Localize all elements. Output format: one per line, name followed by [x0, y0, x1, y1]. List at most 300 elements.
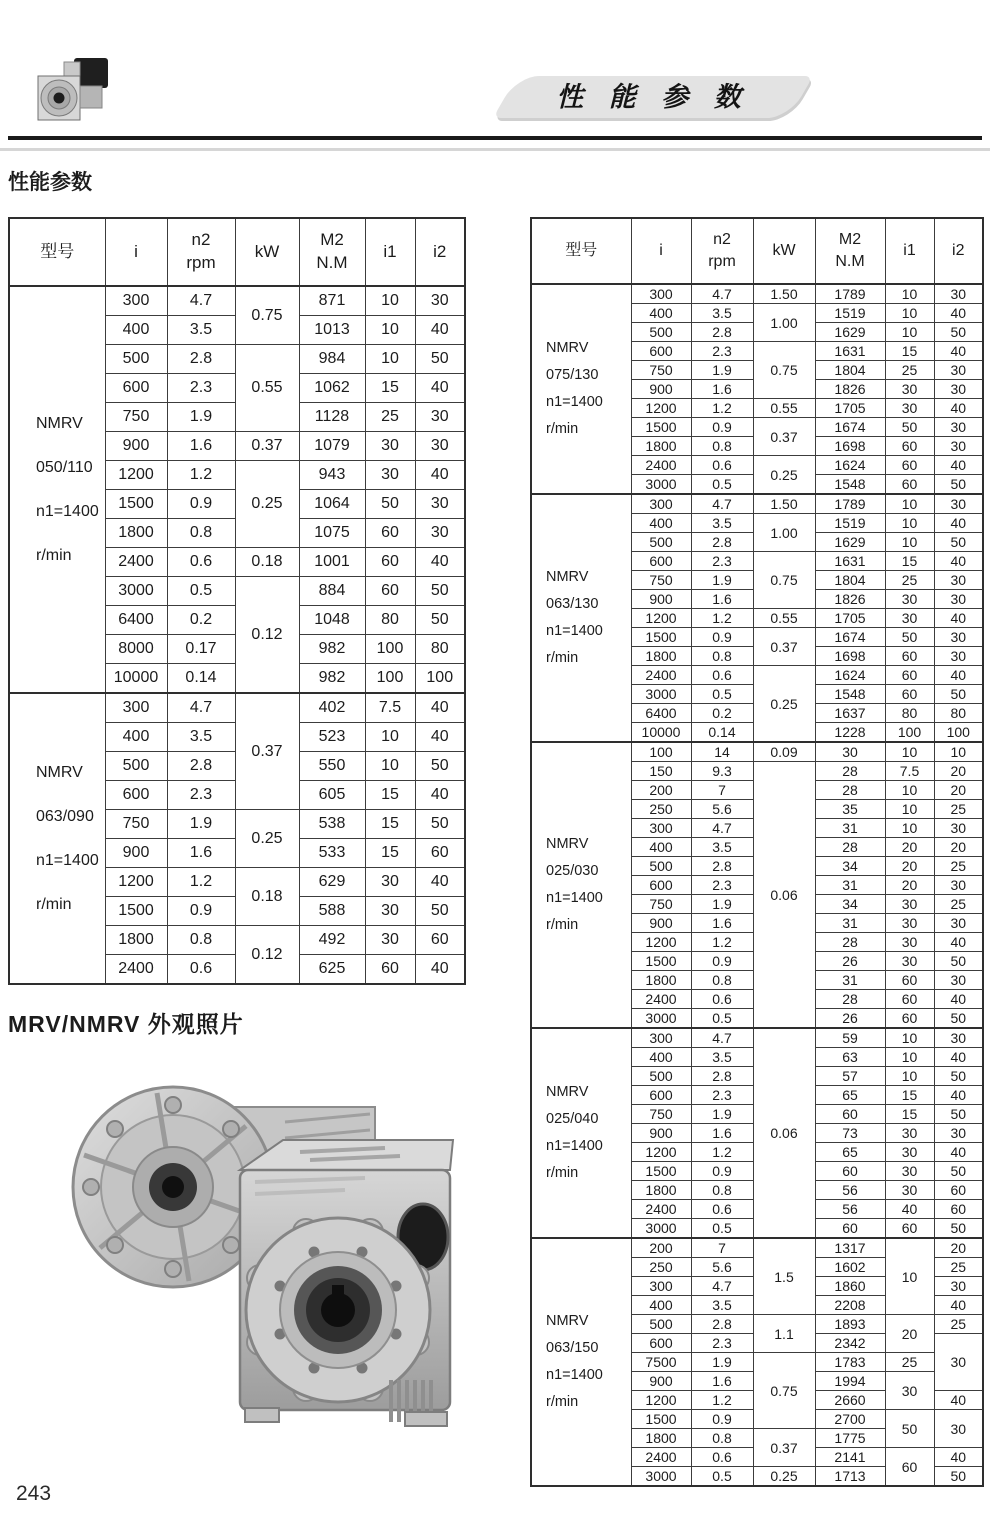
cell-n2: 0.8	[167, 519, 235, 548]
cell-i2: 30	[415, 490, 465, 519]
cell-i1: 10	[885, 514, 934, 533]
cell-n2: 2.3	[691, 1334, 753, 1353]
cell-kw: 0.25	[235, 810, 299, 868]
cell-i2: 50	[415, 810, 465, 839]
cell-i: 500	[105, 752, 167, 781]
cell-i2: 60	[934, 1181, 983, 1200]
cell-n2: 3.5	[691, 304, 753, 323]
table-row	[531, 1028, 983, 1048]
cell-n2: 0.9	[691, 628, 753, 647]
cell-n2: 0.6	[691, 990, 753, 1009]
cell-i1: 30	[885, 952, 934, 971]
cell-i2: 100	[934, 723, 983, 743]
cell-m2: 1624	[815, 666, 885, 685]
cell-n2: 1.9	[691, 895, 753, 914]
cell-n2: 0.8	[691, 647, 753, 666]
col-header-i: i	[105, 218, 167, 286]
cell-i2: 30	[934, 1124, 983, 1143]
cell-m2: 1062	[299, 374, 365, 403]
cell-i: 1200	[105, 868, 167, 897]
cell-i: 750	[631, 895, 691, 914]
cell-kw: 0.25	[753, 1467, 815, 1487]
cell-n2: 3.5	[691, 514, 753, 533]
cell-n2: 1.9	[691, 1353, 753, 1372]
cell-n2: 2.8	[691, 323, 753, 342]
cell-n2: 0.6	[691, 456, 753, 475]
cell-i2: 50	[934, 1162, 983, 1181]
cell-i: 1500	[631, 418, 691, 437]
cell-n2: 3.5	[691, 1048, 753, 1067]
model-cell: NMRV 075/130 n1=1400 r/min	[531, 284, 631, 494]
cell-kw: 1.1	[753, 1315, 815, 1353]
cell-i: 1800	[105, 519, 167, 548]
cell-n2: 1.9	[167, 810, 235, 839]
cell-n2: 2.8	[167, 345, 235, 374]
cell-m2: 1789	[815, 284, 885, 304]
cell-i: 750	[631, 1105, 691, 1124]
cell-n2: 0.6	[167, 955, 235, 985]
section-title: 性能参数	[8, 171, 92, 194]
cell-m2: 28	[815, 762, 885, 781]
cell-i1: 30	[885, 933, 934, 952]
cell-i2: 25	[934, 857, 983, 876]
cell-m2: 1804	[815, 571, 885, 590]
cell-i1: 15	[885, 342, 934, 361]
cell-m2: 30	[815, 742, 885, 762]
cell-n2: 1.2	[691, 1143, 753, 1162]
cell-i1: 25	[885, 1353, 934, 1372]
cell-i1: 50	[885, 1410, 934, 1448]
cell-i: 150	[631, 762, 691, 781]
cell-i: 10000	[631, 723, 691, 743]
cell-m2: 34	[815, 895, 885, 914]
col-header-model: 型号	[531, 218, 631, 284]
cell-i: 1500	[631, 1410, 691, 1429]
cell-i1: 10	[885, 533, 934, 552]
cell-i2: 50	[415, 897, 465, 926]
cell-n2: 2.3	[167, 374, 235, 403]
cell-n2: 4.7	[167, 286, 235, 316]
cell-i1: 60	[885, 666, 934, 685]
table-row	[9, 693, 465, 723]
cell-m2: 982	[299, 635, 365, 664]
cell-n2: 0.14	[167, 664, 235, 694]
cell-n2: 1.6	[691, 914, 753, 933]
cell-i1: 60	[885, 1448, 934, 1487]
cell-i1: 50	[365, 490, 415, 519]
cell-i2: 40	[934, 1048, 983, 1067]
cell-i: 600	[631, 1086, 691, 1105]
cell-n2: 0.9	[167, 490, 235, 519]
cell-n2: 4.7	[691, 494, 753, 514]
cell-n2: 1.2	[691, 399, 753, 418]
cell-i1: 50	[885, 418, 934, 437]
cell-i2: 40	[934, 514, 983, 533]
table-row	[531, 1238, 983, 1258]
cell-n2: 1.9	[167, 403, 235, 432]
cell-i2: 40	[415, 548, 465, 577]
cell-n2: 2.3	[167, 781, 235, 810]
cell-kw: 0.37	[235, 432, 299, 461]
cell-i1: 60	[365, 519, 415, 548]
cell-i: 2400	[631, 456, 691, 475]
cell-kw: 0.06	[753, 762, 815, 1029]
cell-i1: 10	[365, 752, 415, 781]
cell-m2: 31	[815, 914, 885, 933]
cell-i2: 25	[934, 895, 983, 914]
cell-i1: 10	[885, 1238, 934, 1315]
cell-n2: 2.3	[691, 342, 753, 361]
cell-m2: 28	[815, 781, 885, 800]
cell-m2: 56	[815, 1181, 885, 1200]
cell-i2: 60	[934, 1200, 983, 1219]
cell-i2: 30	[934, 437, 983, 456]
cell-i1: 60	[885, 971, 934, 990]
cell-i1: 60	[885, 1009, 934, 1029]
cell-i: 900	[631, 590, 691, 609]
cell-i: 8000	[105, 635, 167, 664]
cell-i: 3000	[631, 1219, 691, 1239]
cell-i1: 30	[885, 1124, 934, 1143]
cell-i: 1200	[631, 609, 691, 628]
model-cell: NMRV 025/040 n1=1400 r/min	[531, 1028, 631, 1238]
cell-i2: 30	[934, 628, 983, 647]
cell-i2: 30	[934, 819, 983, 838]
cell-i2: 40	[415, 781, 465, 810]
cell-i: 600	[105, 781, 167, 810]
cell-i2: 20	[934, 838, 983, 857]
cell-i: 600	[631, 1334, 691, 1353]
cell-i: 1800	[631, 647, 691, 666]
cell-i: 900	[631, 1124, 691, 1143]
cell-kw: 0.37	[753, 418, 815, 456]
model-cell: NMRV 063/090 n1=1400 r/min	[9, 693, 105, 984]
cell-i: 750	[105, 403, 167, 432]
cell-m2: 1698	[815, 437, 885, 456]
cell-m2: 1826	[815, 590, 885, 609]
model-cell: NMRV 050/110 n1=1400 r/min	[9, 286, 105, 693]
cell-i: 2400	[105, 548, 167, 577]
cell-m2: 533	[299, 839, 365, 868]
cell-m2: 31	[815, 819, 885, 838]
cell-i1: 100	[365, 664, 415, 694]
cell-n2: 1.6	[167, 432, 235, 461]
cell-i2: 60	[415, 926, 465, 955]
cell-m2: 1075	[299, 519, 365, 548]
cell-m2: 625	[299, 955, 365, 985]
cell-m2: 1001	[299, 548, 365, 577]
cell-i: 750	[631, 361, 691, 380]
cell-i2: 100	[415, 664, 465, 694]
cell-kw: 0.12	[235, 577, 299, 694]
cell-kw: 0.75	[235, 286, 299, 345]
cell-m2: 1637	[815, 704, 885, 723]
cell-i1: 30	[365, 461, 415, 490]
cell-m2: 884	[299, 577, 365, 606]
cell-n2: 4.7	[691, 1277, 753, 1296]
cell-n2: 1.9	[691, 1105, 753, 1124]
cell-i: 500	[631, 857, 691, 876]
cell-i2: 25	[934, 1315, 983, 1334]
cell-m2: 1624	[815, 456, 885, 475]
cell-n2: 2.3	[691, 552, 753, 571]
cell-i2: 40	[934, 456, 983, 475]
cell-n2: 0.5	[691, 1219, 753, 1239]
cell-m2: 1674	[815, 628, 885, 647]
cell-i1: 10	[885, 323, 934, 342]
cell-i: 1500	[631, 952, 691, 971]
cell-i: 500	[631, 1315, 691, 1334]
cell-i2: 30	[934, 914, 983, 933]
cell-i: 900	[105, 432, 167, 461]
cell-n2: 5.6	[691, 1258, 753, 1277]
cell-n2: 3.5	[167, 316, 235, 345]
cell-n2: 0.5	[691, 1009, 753, 1029]
cell-i2: 50	[934, 952, 983, 971]
cell-kw: 0.75	[753, 342, 815, 399]
cell-n2: 2.8	[691, 1315, 753, 1334]
cell-n2: 2.8	[691, 857, 753, 876]
cell-n2: 1.2	[167, 461, 235, 490]
cell-i1: 30	[885, 1143, 934, 1162]
cell-n2: 2.3	[691, 1086, 753, 1105]
cell-n2: 2.8	[167, 752, 235, 781]
cell-i2: 40	[934, 342, 983, 361]
cell-i1: 60	[885, 456, 934, 475]
cell-m2: 35	[815, 800, 885, 819]
col-header-i1: i1	[885, 218, 934, 284]
cell-n2: 1.6	[691, 380, 753, 399]
cell-m2: 523	[299, 723, 365, 752]
cell-i2: 50	[934, 1105, 983, 1124]
cell-i: 900	[105, 839, 167, 868]
cell-i2: 40	[415, 316, 465, 345]
cell-m2: 28	[815, 990, 885, 1009]
cell-i: 1500	[105, 897, 167, 926]
cell-i: 1200	[631, 933, 691, 952]
model-cell: NMRV 063/150 n1=1400 r/min	[531, 1238, 631, 1486]
cell-m2: 1631	[815, 552, 885, 571]
cell-n2: 9.3	[691, 762, 753, 781]
cell-i1: 30	[885, 914, 934, 933]
cell-i2: 25	[934, 800, 983, 819]
header-rule	[8, 136, 982, 140]
cell-i: 1500	[105, 490, 167, 519]
table-row	[531, 742, 983, 762]
gearbox-product-photo	[55, 1082, 470, 1482]
cell-i1: 30	[365, 926, 415, 955]
cell-i2: 50	[415, 752, 465, 781]
cell-kw: 0.18	[235, 868, 299, 926]
cell-m2: 65	[815, 1143, 885, 1162]
cell-i2: 40	[934, 1296, 983, 1315]
cell-i1: 15	[885, 1105, 934, 1124]
cell-i1: 10	[885, 1067, 934, 1086]
cell-i1: 10	[365, 345, 415, 374]
cell-kw: 0.55	[753, 399, 815, 418]
cell-i: 300	[631, 819, 691, 838]
cell-i2: 30	[934, 1277, 983, 1296]
cell-i: 6400	[105, 606, 167, 635]
cell-m2: 2700	[815, 1410, 885, 1429]
cell-i1: 10	[365, 316, 415, 345]
cell-i2: 30	[934, 494, 983, 514]
cell-i2: 40	[934, 1448, 983, 1467]
cell-m2: 26	[815, 1009, 885, 1029]
cell-m2: 1317	[815, 1238, 885, 1258]
cell-n2: 0.8	[691, 437, 753, 456]
cell-m2: 1804	[815, 361, 885, 380]
cell-i: 2400	[631, 1448, 691, 1467]
cell-m2: 1048	[299, 606, 365, 635]
header-row	[9, 218, 465, 286]
cell-i1: 20	[885, 857, 934, 876]
cell-i2: 30	[415, 432, 465, 461]
cell-i1: 10	[885, 284, 934, 304]
cell-i1: 50	[885, 628, 934, 647]
cell-m2: 1519	[815, 304, 885, 323]
cell-i1: 60	[885, 990, 934, 1009]
cell-i2: 20	[934, 1238, 983, 1258]
cell-i2: 40	[415, 868, 465, 897]
cell-n2: 0.5	[691, 1467, 753, 1487]
cell-i2: 50	[934, 685, 983, 704]
cell-i1: 10	[885, 800, 934, 819]
table-row	[9, 286, 465, 316]
cell-i1: 80	[885, 704, 934, 723]
cell-m2: 629	[299, 868, 365, 897]
cell-i1: 60	[365, 577, 415, 606]
cell-i2: 50	[934, 533, 983, 552]
cell-i1: 60	[365, 548, 415, 577]
cell-i2: 50	[934, 475, 983, 495]
cell-i: 3000	[631, 475, 691, 495]
cell-i1: 30	[885, 380, 934, 399]
cell-i2: 30	[934, 590, 983, 609]
cell-n2: 1.6	[691, 590, 753, 609]
header-rule-shadow	[0, 148, 990, 151]
cell-i2: 40	[934, 1086, 983, 1105]
cell-i: 900	[631, 914, 691, 933]
cell-i: 300	[105, 693, 167, 723]
cell-i1: 15	[885, 1086, 934, 1105]
cell-i: 900	[631, 380, 691, 399]
cell-i1: 20	[885, 838, 934, 857]
cell-i1: 15	[885, 552, 934, 571]
table-row	[531, 284, 983, 304]
cell-i: 6400	[631, 704, 691, 723]
cell-i1: 60	[885, 475, 934, 495]
model-cell: NMRV 025/030 n1=1400 r/min	[531, 742, 631, 1028]
cell-kw: 1.5	[753, 1238, 815, 1315]
cell-n2: 0.6	[691, 1448, 753, 1467]
performance-table-right	[530, 217, 984, 1487]
col-header-n2: n2 rpm	[691, 218, 753, 284]
cell-n2: 0.6	[167, 548, 235, 577]
cell-i: 750	[105, 810, 167, 839]
cell-n2: 2.8	[691, 533, 753, 552]
cell-i: 300	[631, 1277, 691, 1296]
cell-i: 300	[631, 494, 691, 514]
cell-n2: 0.5	[691, 685, 753, 704]
cell-i: 7500	[631, 1353, 691, 1372]
table-row	[531, 494, 983, 514]
cell-n2: 0.9	[167, 897, 235, 926]
cell-m2: 28	[815, 933, 885, 952]
cell-i: 400	[631, 514, 691, 533]
cell-i: 3000	[631, 685, 691, 704]
cell-i: 100	[631, 742, 691, 762]
cell-m2: 1705	[815, 399, 885, 418]
cell-i: 2400	[631, 990, 691, 1009]
cell-i: 500	[631, 533, 691, 552]
cell-i2: 40	[415, 723, 465, 752]
cell-i: 1200	[631, 1391, 691, 1410]
cell-i: 2400	[631, 1200, 691, 1219]
cell-i: 300	[631, 284, 691, 304]
cell-n2: 0.6	[691, 666, 753, 685]
gearmotor-thumbnail-image	[34, 52, 118, 130]
cell-i: 200	[631, 781, 691, 800]
cell-i1: 25	[885, 571, 934, 590]
cell-i: 500	[105, 345, 167, 374]
cell-i2: 40	[934, 1143, 983, 1162]
cell-n2: 0.17	[167, 635, 235, 664]
header-row	[531, 218, 983, 284]
cell-m2: 588	[299, 897, 365, 926]
cell-n2: 3.5	[167, 723, 235, 752]
cell-kw: 0.75	[753, 1353, 815, 1429]
cell-i2: 30	[934, 1334, 983, 1391]
cell-i1: 30	[885, 399, 934, 418]
cell-i: 2400	[631, 666, 691, 685]
cell-i1: 20	[885, 876, 934, 895]
cell-i2: 80	[934, 704, 983, 723]
cell-n2: 5.6	[691, 800, 753, 819]
col-header-kw: kW	[753, 218, 815, 284]
cell-i1: 25	[365, 403, 415, 432]
cell-i: 400	[631, 1048, 691, 1067]
cell-n2: 0.2	[167, 606, 235, 635]
cell-n2: 14	[691, 742, 753, 762]
cell-n2: 7	[691, 1238, 753, 1258]
cell-i1: 7.5	[365, 693, 415, 723]
cell-i2: 30	[934, 418, 983, 437]
cell-kw: 0.37	[753, 1429, 815, 1467]
cell-i1: 30	[885, 1372, 934, 1410]
cell-i2: 60	[415, 839, 465, 868]
cell-i2: 40	[934, 1391, 983, 1410]
cell-n2: 0.9	[691, 952, 753, 971]
cell-i2: 50	[934, 1009, 983, 1029]
cell-n2: 4.7	[167, 693, 235, 723]
cell-kw: 1.50	[753, 284, 815, 304]
cell-m2: 402	[299, 693, 365, 723]
cell-kw: 0.12	[235, 926, 299, 985]
cell-m2: 1631	[815, 342, 885, 361]
cell-i1: 10	[885, 819, 934, 838]
cell-m2: 2208	[815, 1296, 885, 1315]
cell-m2: 550	[299, 752, 365, 781]
cell-n2: 1.2	[167, 868, 235, 897]
cell-i2: 30	[934, 571, 983, 590]
cell-m2: 63	[815, 1048, 885, 1067]
cell-i2: 40	[934, 990, 983, 1009]
cell-m2: 26	[815, 952, 885, 971]
cell-n2: 4.7	[691, 1028, 753, 1048]
cell-i: 3000	[105, 577, 167, 606]
cell-i: 600	[631, 342, 691, 361]
